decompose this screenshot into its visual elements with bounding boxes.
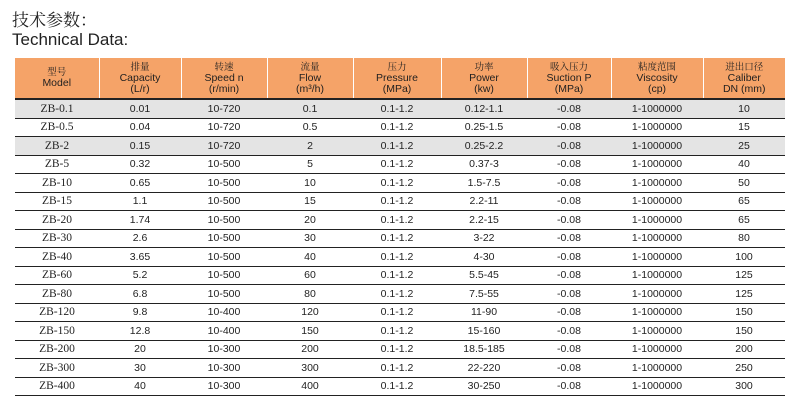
table-cell: 3-22 [441,229,527,248]
table-cell: 150 [703,303,785,322]
table-cell: 2.2-11 [441,192,527,211]
table-cell: 1-1000000 [611,340,703,359]
table-cell: 10-500 [181,192,267,211]
table-cell: -0.08 [527,303,611,322]
table-cell: 50 [703,174,785,193]
table-cell: 1.1 [99,192,181,211]
table-cell: 300 [703,377,785,396]
model-cell: ZB-10 [15,174,99,193]
table-cell: 0.1 [267,99,353,118]
column-header-unit: (MPa) [382,82,412,95]
table-cell: 40 [99,377,181,396]
column-header-unit: (m³/h) [296,82,324,95]
table-cell: 1-1000000 [611,118,703,137]
column-header-en: Caliber [727,71,761,84]
table-cell: 2.2-15 [441,211,527,230]
table-row [15,229,785,248]
table-cell: 10-400 [181,303,267,322]
table-cell: 65 [703,192,785,211]
table-cell: 0.1-1.2 [353,99,441,118]
column-header-unit: (kw) [474,82,494,95]
table-cell: 1-1000000 [611,266,703,285]
table-cell: 1-1000000 [611,99,703,118]
model-cell: ZB-300 [15,359,99,378]
table-cell: 1.5-7.5 [441,174,527,193]
model-cell: ZB-5 [15,155,99,174]
table-cell: -0.08 [527,266,611,285]
table-cell: 120 [267,303,353,322]
table-cell: 1-1000000 [611,192,703,211]
table-cell: 0.1-1.2 [353,303,441,322]
table-row [15,303,785,322]
table-cell: 0.1-1.2 [353,377,441,396]
column-header-cn: 排量 [130,61,150,73]
table-cell: 1-1000000 [611,155,703,174]
table-cell: -0.08 [527,192,611,211]
table-cell: 4-30 [441,248,527,267]
table-cell: 0.1-1.2 [353,322,441,341]
table-cell: 0.1-1.2 [353,174,441,193]
table-cell: 0.1-1.2 [353,229,441,248]
table-cell: 10-300 [181,359,267,378]
column-header-cn: 压力 [387,61,407,73]
table-row [15,211,785,230]
table-cell: -0.08 [527,359,611,378]
table-cell: 100 [703,248,785,267]
table-cell: 0.1-1.2 [353,340,441,359]
column-header-unit: (cp) [647,82,667,95]
heading-english: Technical Data: [12,30,129,49]
table-cell: 15-160 [441,322,527,341]
table-cell: 10-500 [181,229,267,248]
table-cell: 10-300 [181,340,267,359]
table-cell: 40 [703,155,785,174]
column-header-unit: (r/min) [208,82,240,95]
model-cell: ZB-0.1 [15,99,99,118]
table-cell: 15 [703,118,785,137]
table-cell: 30-250 [441,377,527,396]
table-cell: -0.08 [527,340,611,359]
column-header-unit: (L/r) [130,82,150,95]
table-cell: -0.08 [527,377,611,396]
table-cell: 10-720 [181,99,267,118]
table-cell: 1-1000000 [611,303,703,322]
table-row [15,266,785,285]
table-row [15,99,785,118]
table-cell: 25 [703,137,785,156]
column-header-en: Viscosity [636,71,678,84]
table-cell: 10-500 [181,248,267,267]
column-header [611,58,703,99]
table-cell: 10-400 [181,322,267,341]
table-cell: -0.08 [527,99,611,118]
table-row [15,174,785,193]
table-cell: 5 [267,155,353,174]
table-cell: 0.37-3 [441,155,527,174]
column-header [181,58,267,99]
table-row [15,192,785,211]
table-row [15,285,785,304]
table-cell: 10-500 [181,155,267,174]
column-header-cn: 转速 [214,61,234,73]
table-cell: -0.08 [527,322,611,341]
table-cell: 10 [267,174,353,193]
column-header [267,58,353,99]
column-header-cn: 功率 [474,61,494,73]
table-cell: 200 [267,340,353,359]
table-cell: 10-500 [181,174,267,193]
table-cell: 0.25-1.5 [441,118,527,137]
table-cell: 10-720 [181,137,267,156]
table-row [15,377,785,396]
table-cell: 20 [99,340,181,359]
column-header [527,58,611,99]
table-header [15,58,785,99]
table-cell: 0.1-1.2 [353,248,441,267]
column-header [99,58,181,99]
table-cell: 1-1000000 [611,174,703,193]
model-cell: ZB-80 [15,285,99,304]
table-cell: -0.08 [527,174,611,193]
model-cell: ZB-15 [15,192,99,211]
table-cell: 10 [703,99,785,118]
column-header [703,58,785,99]
table-body [15,99,785,396]
table-cell: 1-1000000 [611,211,703,230]
table-cell: 1-1000000 [611,359,703,378]
table-cell: 0.04 [99,118,181,137]
table-cell: 9.8 [99,303,181,322]
column-header-cn: 进出口径 [725,61,764,73]
table-cell: -0.08 [527,285,611,304]
table-cell: 30 [99,359,181,378]
table-cell: 1-1000000 [611,248,703,267]
table-cell: 300 [267,359,353,378]
column-header-en: Speed n [204,71,244,84]
column-header-en: Pressure [375,71,418,84]
table-row [15,137,785,156]
column-header-cn: 粘度范围 [637,61,676,73]
table-cell: 3.65 [99,248,181,267]
table-cell: 12.8 [99,322,181,341]
table-cell: 125 [703,285,785,304]
table-cell: 10-720 [181,118,267,137]
table-row [15,340,785,359]
table-cell: 0.65 [99,174,181,193]
column-header-unit: (MPa) [554,82,584,95]
table-cell: 80 [703,229,785,248]
table-cell: 0.12-1.1 [441,99,527,118]
table-cell: -0.08 [527,137,611,156]
table-cell: 150 [703,322,785,341]
table-cell: 6.8 [99,285,181,304]
table-cell: 65 [703,211,785,230]
table-cell: 1-1000000 [611,322,703,341]
model-cell: ZB-200 [15,340,99,359]
table-cell: 1-1000000 [611,137,703,156]
table-cell: 22-220 [441,359,527,378]
table-cell: 0.32 [99,155,181,174]
table-cell: 0.1-1.2 [353,155,441,174]
table-cell: 1-1000000 [611,377,703,396]
table-cell: 20 [267,211,353,230]
model-cell: ZB-0.5 [15,118,99,137]
column-header [441,58,527,99]
table-cell: 0.25-2.2 [441,137,527,156]
table-cell: 10-300 [181,377,267,396]
table-cell: 0.01 [99,99,181,118]
table-cell: 250 [703,359,785,378]
table-row [15,118,785,137]
table-cell: 60 [267,266,353,285]
table-cell: -0.08 [527,248,611,267]
table-cell: 10-500 [181,266,267,285]
table-cell: 1.74 [99,211,181,230]
column-header [15,58,99,99]
table-cell: 18.5-185 [441,340,527,359]
column-header-en: Capacity [119,71,161,84]
table-cell: 5.5-45 [441,266,527,285]
column-header-unit: DN (mm) [722,82,766,95]
column-header-en: Suction P [546,71,592,84]
table-cell: -0.08 [527,211,611,230]
table-cell: 0.1-1.2 [353,359,441,378]
column-header [353,58,441,99]
table-cell: 0.15 [99,137,181,156]
table-cell: 1-1000000 [611,285,703,304]
technical-data-table [15,58,785,396]
table-cell: 400 [267,377,353,396]
table-cell: 150 [267,322,353,341]
table-cell: 0.1-1.2 [353,118,441,137]
table-cell: 40 [267,248,353,267]
column-header-cn: 型号 [47,67,67,78]
column-header-cn: 流量 [300,61,320,73]
table-cell: 11-90 [441,303,527,322]
column-header-en: Power [469,71,499,84]
table-row [15,155,785,174]
table-cell: 0.1-1.2 [353,211,441,230]
table-cell: 0.1-1.2 [353,137,441,156]
model-cell: ZB-60 [15,266,99,285]
table-cell: 10-500 [181,211,267,230]
table-cell: 0.1-1.2 [353,192,441,211]
table-row [15,322,785,341]
table-cell: 125 [703,266,785,285]
table-cell: 2 [267,137,353,156]
model-cell: ZB-120 [15,303,99,322]
model-cell: ZB-400 [15,377,99,396]
column-header-en: Model [42,77,72,89]
column-header-cn: 吸入压力 [549,61,588,73]
table-cell: -0.08 [527,118,611,137]
table-row [15,359,785,378]
model-cell: ZB-150 [15,322,99,341]
table-cell: 80 [267,285,353,304]
table-cell: 15 [267,192,353,211]
table-row [15,248,785,267]
table-cell: -0.08 [527,155,611,174]
table-cell: 10-500 [181,285,267,304]
model-cell: ZB-2 [15,137,99,156]
table-cell: 5.2 [99,266,181,285]
table-cell: 7.5-55 [441,285,527,304]
table-cell: 0.1-1.2 [353,266,441,285]
model-cell: ZB-30 [15,229,99,248]
table-cell: 0.1-1.2 [353,285,441,304]
table-cell: 30 [267,229,353,248]
table-cell: 2.6 [99,229,181,248]
model-cell: ZB-20 [15,211,99,230]
table-cell: 1-1000000 [611,229,703,248]
heading-chinese: 技术参数： [12,11,97,31]
model-cell: ZB-40 [15,248,99,267]
table-cell: -0.08 [527,229,611,248]
table-cell: 0.5 [267,118,353,137]
column-header-en: Flow [298,71,322,84]
table-cell: 200 [703,340,785,359]
header-row [15,58,785,99]
